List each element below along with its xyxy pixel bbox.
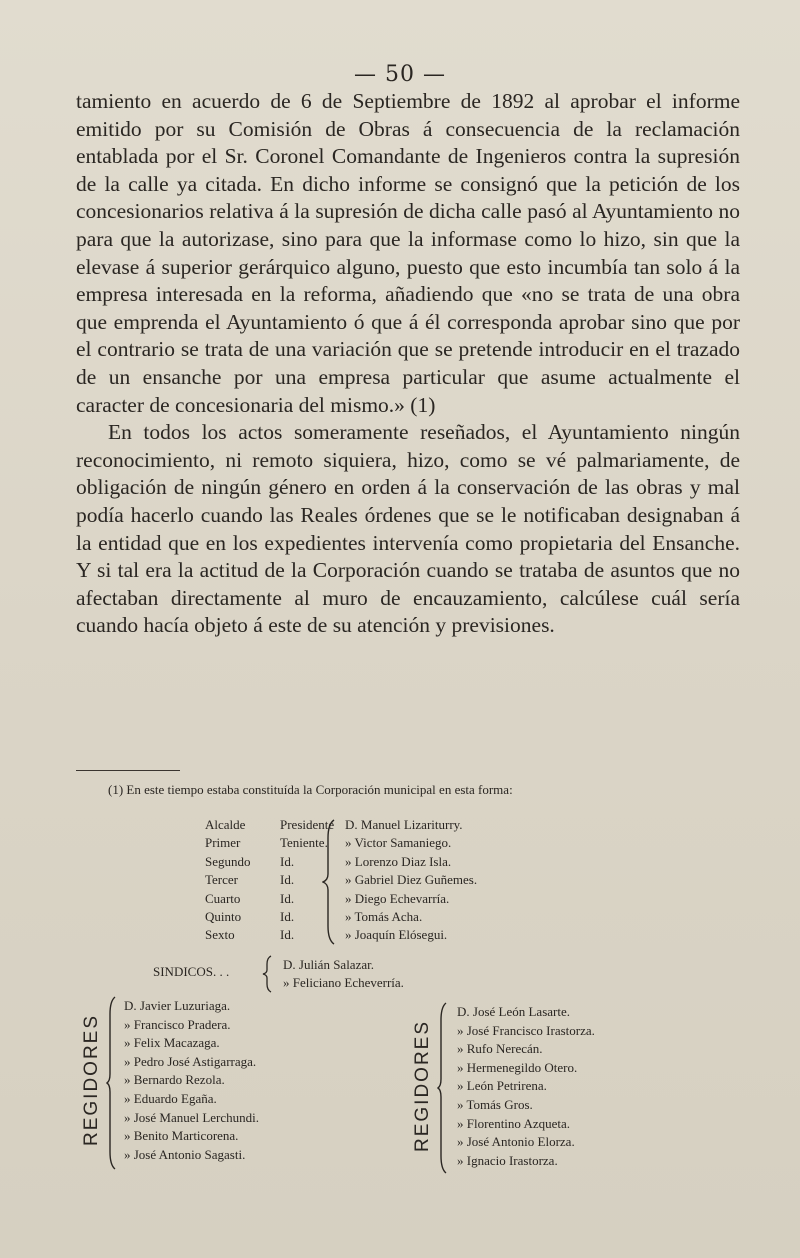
regidores-label-left: REGIDORES [81, 1013, 102, 1146]
officer-name: » Tomás Acha. [345, 908, 423, 924]
regidor-name: » Pedro José Astigarraga. [124, 1053, 257, 1069]
regidor-name: » Francisco Pradera. [124, 1016, 231, 1032]
officer-name: » Lorenzo Diaz Isla. [345, 853, 452, 869]
officer-role: Sexto [205, 927, 235, 943]
sindicos-list [283, 956, 404, 992]
regidor-name: » León Petrirena. [457, 1078, 547, 1094]
officer-rank: Id. [280, 908, 295, 924]
officer-role: Quinto [205, 908, 242, 924]
regidor-name: » Bernardo Rezola. [124, 1072, 225, 1088]
regidores-right-list [457, 1003, 595, 1170]
page-number: — 50 — [354, 62, 446, 87]
regidor-name: » Rufo Nerecán. [457, 1041, 543, 1057]
officer-rank: Id. [280, 890, 295, 906]
paragraph-2: En todos los actos someramente reseñados, el Ayuntamiento ningún reconocimiento, ni remoto siquiera, hizo, como se vé palmariamente, de obligación de ningún género en orden á la conservación de las obras y mal podía hacerlo cuando las Reales órdenes que se le notificaban designaban á la entidad que en los expedientes intervenía como propietaria del Ensanche. Y si tal era la actitud de la Corporación cuando se trataba de asuntos que no afectaban directamente al muro de encauzamiento, calcúlese cuál sería cuando hacía objeto á este de su atención y previsiones. [76, 420, 740, 638]
sindico-name: » Feliciano Echeverría. [283, 975, 404, 990]
officer-role: Tercer [205, 872, 239, 888]
regidor-name: » José Antonio Elorza. [457, 1134, 575, 1150]
officer-role: Segundo [205, 853, 251, 869]
regidor-name: » Benito Marticorena. [124, 1128, 239, 1144]
regidores-right-brace-icon [437, 1002, 449, 1174]
sindicos-brace-icon [262, 955, 274, 993]
regidor-name: » José Antonio Sagasti. [124, 1146, 246, 1162]
regidor-name: D. Javier Luzuriaga. [124, 998, 231, 1013]
regidores-left-list [124, 997, 259, 1164]
regidores-left-brace-icon [106, 996, 118, 1170]
footnote-divider [76, 770, 180, 771]
regidor-name: » Eduardo Egaña. [124, 1090, 217, 1106]
officer-rank: Id. [280, 927, 295, 943]
officer-rank: Id. [280, 853, 295, 869]
footnote-text: (1) En este tiempo estaba constituída la Corporación municipal en esta forma: [108, 782, 513, 797]
regidor-name: » Felix Macazaga. [124, 1035, 220, 1051]
sindico-name: D. Julián Salazar. [283, 957, 374, 972]
officer-role: Alcalde [205, 817, 246, 832]
officer-name: D. Manuel Lizariturry. [345, 817, 463, 832]
regidor-name: D. José León Lasarte. [457, 1004, 570, 1019]
officer-role: Cuarto [205, 890, 241, 906]
officer-rank: Teniente. [280, 835, 328, 851]
sindicos-label: SINDICOS. . . [153, 964, 230, 979]
main-text [76, 88, 740, 640]
regidor-name: » Ignacio Irastorza. [457, 1152, 558, 1168]
officer-rank: Presidente [280, 817, 335, 832]
officer-name: » Victor Samaniego. [345, 835, 452, 851]
regidor-name: » Tomás Gros. [457, 1096, 533, 1112]
officer-rank: Id. [280, 872, 295, 888]
officer-name: » Gabriel Diez Guñemes. [345, 872, 478, 888]
regidor-name: » José Manuel Lerchundi. [124, 1109, 260, 1125]
officers-brace-icon [322, 818, 336, 946]
officer-name: » Diego Echevarría. [345, 890, 450, 906]
regidor-name: » José Francisco Irastorza. [457, 1022, 595, 1038]
regidores-label-right: REGIDORES [412, 1019, 433, 1152]
regidor-name: » Hermenegildo Otero. [457, 1059, 578, 1075]
officer-role: Primer [205, 835, 241, 851]
paragraph-1: tamiento en acuerdo de 6 de Septiembre de 1892 al aprobar el informe emitido por su Comisión de Obras á consecuencia de la reclamación entablada por el Sr. Coronel Comandante de Ingenieros contra la supresión de la calle ya citada. En dicho informe se consignó que la petición de los concesionarios relativa á la supresión de dicha calle pasó al Ayuntamiento no para que la autorizase, sino para que la informase como lo hizo, sin que la elevase á superior gerárquico alguno, puesto que esto incumbía tan solo á la empresa interesada en la reforma, añadiendo que «no se trata de una obra que emprenda el Ayuntamiento ó que á él corresponda aprobar sino que por el contrario se trata de una variación que se pretende introducir en el trazado de un ensanche por una empresa particular que asume actualmente el caracter de concesionaria del mismo.» (1) [76, 89, 740, 417]
officer-name: » Joaquín Elósegui. [345, 927, 448, 943]
regidor-name: » Florentino Azqueta. [457, 1115, 571, 1131]
